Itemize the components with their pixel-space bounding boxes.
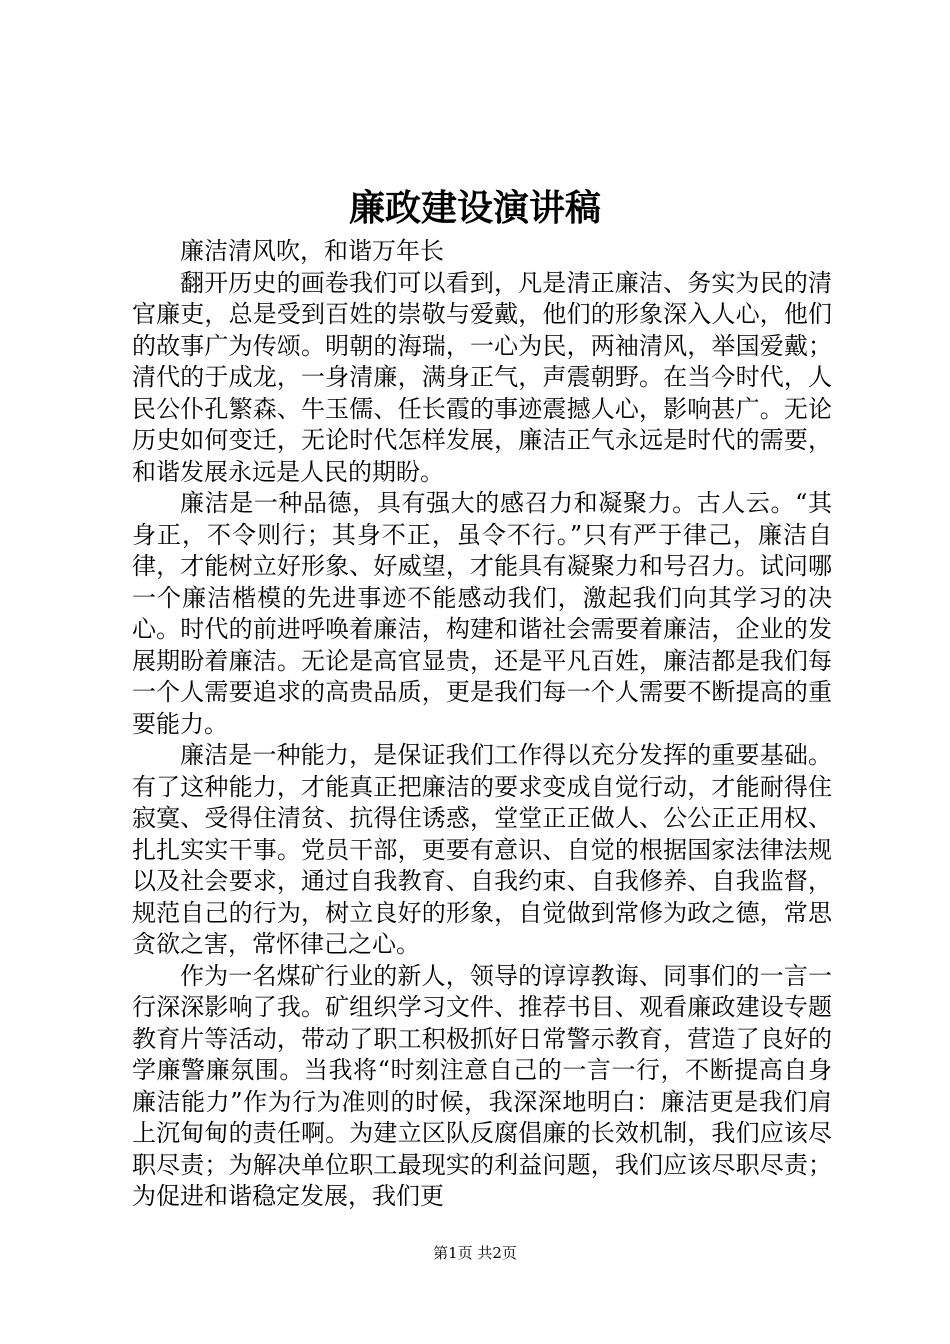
document-title: 廉政建设演讲稿 — [348, 187, 601, 229]
document-body — [132, 236, 832, 1213]
body-paragraph: 廉洁是一种品德，具有强大的感召力和凝聚力。古人云。“其身正，不令则行；其身不正，虽令不行。”只有严于律己，廉洁自律，才能树立好形象、好威望，才能具有凝聚力和号召力。试问哪一个廉洁楷模的先进事迹不能感动我们，激起我们向其学习的决心。时代的前进呼唤着廉洁，构建和谐社会需要着廉洁，企业的发展期盼着廉洁。无论是高官显贵，还是平凡百姓，廉洁都是我们每一个人需要追求的高贵品质，更是我们每一个人需要不断提高的重要能力。 — [132, 489, 832, 738]
page-footer: 第1页 共2页 — [433, 1244, 517, 1262]
body-paragraph: 廉洁是一种能力，是保证我们工作得以充分发挥的重要基础。有了这种能力，才能真正把廉洁的要求变成自觉行动，才能耐得住寂寞、受得住清贫、抗得住诱惑，堂堂正正做人、公公正正用权、扎扎实实干事。党员干部，更要有意识、自觉的根据国家法律法规以及社会要求，通过自我教育、自我约束、自我修养、自我监督，规范自己的行为，树立良好的形象，自觉做到常修为政之德，常思贪欲之害，常怀律己之心。 — [132, 741, 832, 958]
body-paragraph: 作为一名煤矿行业的新人，领导的谆谆教诲、同事们的一言一行深深影响了我。矿组织学习文件、推荐书目、观看廉政建设专题教育片等活动，带动了职工积极抓好日常警示教育，营造了良好的学廉警廉氛围。当我将“时刻注意自己的一言一行，不断提高自身廉洁能力”作为行为准则的时候，我深深地明白：廉洁更是我们肩上沉甸甸的责任啊。为建立区队反腐倡廉的长效机制，我们应该尽职尽责；为解决单位职工最现实的利益问题，我们应该尽职尽责；为促进和谐稳定发展，我们更 — [132, 961, 832, 1210]
subtitle-paragraph: 廉洁清风吹，和谐万年长 — [180, 237, 444, 265]
body-paragraph: 翻开历史的画卷我们可以看到，凡是清正廉洁、务实为民的清官廉吏，总是受到百姓的崇敬与爱戴，他们的形象深入人心，他们的故事广为传颂。明朝的海瑞，一心为民，两袖清风，举国爱戴；清代的于成龙，一身清廉，满身正气，声震朝野。在当今时代，人民公仆孔繁森、牛玉儒、任长霞的事迹震撼人心，影响甚广。无论历史如何变迁，无论时代怎样发展，廉洁正气永远是时代的需要，和谐发展永远是人民的期盼。 — [132, 268, 832, 486]
